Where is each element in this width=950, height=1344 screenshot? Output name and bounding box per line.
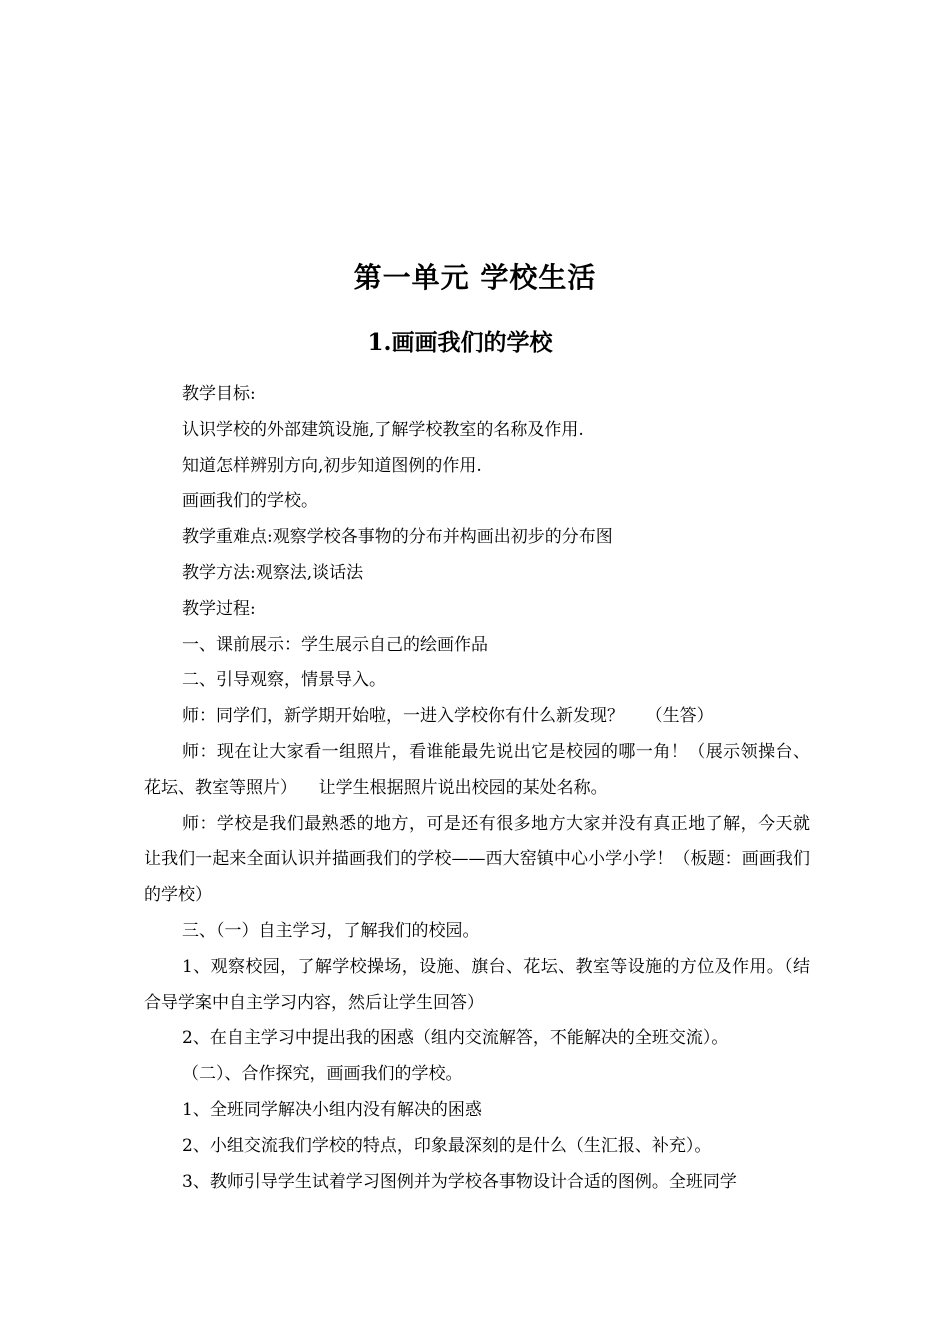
document-body (144, 377, 810, 1200)
paragraph-step-2: 二、引导观察，情景导入。 (182, 670, 386, 691)
paragraph-methods: 教学方法:观察法,谈话法 (182, 562, 364, 583)
paragraph-objective-2: 知道怎样辨别方向,初步知道图例的作用. (182, 455, 482, 476)
paragraph-teacher-3: 师：学校是我们最熟悉的地方，可是还有很多地方大家并没有真正地了解，今天就让我们一起来全面认识并描画我们的学校——西大窑镇中心小学小学！（板题：画画我们的学校） (144, 813, 810, 906)
unit-title: 第一单元 学校生活 (353, 261, 597, 294)
paragraph-key-points: 教学重难点:观察学校各事物的分布并构画出初步的分布图 (182, 527, 613, 548)
paragraph-step-3b: （二）、合作探究，画画我们的学校。 (182, 1064, 463, 1085)
paragraph-objectives-heading: 教学目标: (182, 384, 256, 404)
paragraph-step-3: 三、（一）自主学习，了解我们的校园。 (182, 920, 480, 941)
paragraph-step-3b-1: 1、全班同学解决小组内没有解决的困惑 (182, 1099, 482, 1120)
lesson-title: 1.画画我们的学校 (367, 329, 553, 356)
paragraph-teacher-2: 师：现在让大家看一组照片，看谁能最先说出它是校园的哪一角！（展示领操台、花坛、教室等照片） 让学生根据照片说出校园的某处名称。 (144, 741, 810, 798)
paragraph-step-3-2: 2、在自主学习中提出我的困惑（组内交流解答，不能解决的全班交流）。 (182, 1028, 729, 1049)
paragraph-step-3b-2: 2、小组交流我们学校的特点，印象最深刻的是什么（生汇报、补充）。 (182, 1135, 712, 1156)
paragraph-teacher-1: 师：同学们，新学期开始啦，一进入学校你有什么新发现？ （生答） (182, 706, 714, 727)
paragraph-step-3b-3: 3、教师引导学生试着学习图例并为学校各事物设计合适的图例。全班同学 (182, 1171, 737, 1192)
paragraph-process-heading: 教学过程: (182, 598, 256, 619)
paragraph-objective-3: 画画我们的学校。 (182, 491, 318, 512)
paragraph-objective-1: 认识学校的外部建筑设施,了解学校教室的名称及作用. (182, 419, 584, 440)
paragraph-step-3-1: 1、观察校园，了解学校操场，设施、旗台、花坛、教室等设施的方位及作用。（结合导学案中自主学习内容，然后让学生回答） (144, 956, 810, 1013)
paragraph-step-1: 一、课前展示：学生展示自己的绘画作品 (182, 634, 488, 655)
